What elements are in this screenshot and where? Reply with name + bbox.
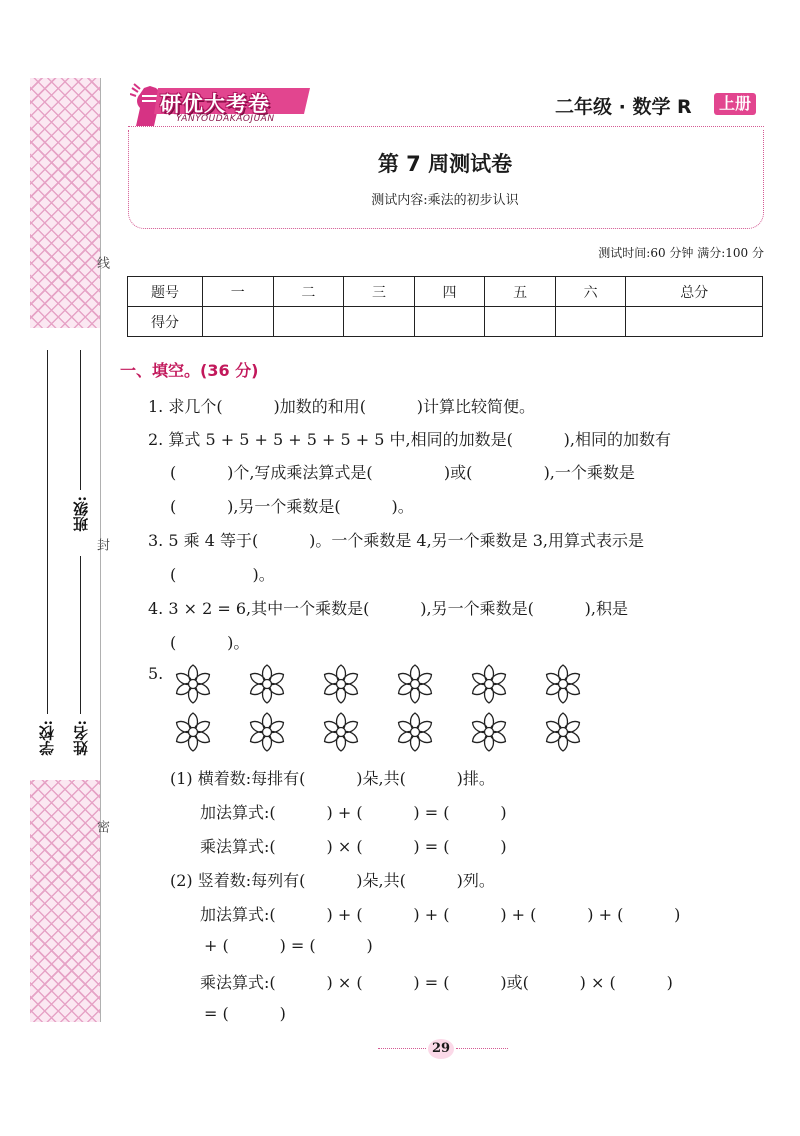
- term-badge: 上册: [714, 93, 756, 115]
- section-title: 一、填空。(36 分): [120, 361, 259, 380]
- question-4-cont: ( )。: [170, 633, 250, 652]
- score-header-cell: 一: [203, 277, 274, 307]
- score-header-cell: 四: [414, 277, 485, 307]
- score-cell[interactable]: [485, 307, 556, 337]
- question-5-part-2: (2) 竖着数:每列有( )朵,共( )列。: [170, 871, 495, 890]
- question-2-cont: ( )个,写成乘法算式是( )或( ),一个乘数是: [170, 463, 635, 482]
- header-rule: [128, 126, 764, 127]
- score-header-cell: 三: [344, 277, 415, 307]
- header-frame: [128, 130, 764, 229]
- school-label: 学校:: [38, 720, 56, 756]
- logo-subtext: YANYOUDAKAOJUAN: [176, 114, 275, 124]
- question-5-part-1-add: 加法算式:( ) + ( ) = ( ): [200, 803, 507, 822]
- flower-icon: [392, 712, 438, 752]
- question-3: 3. 5 乘 4 等于( )。一个乘数是 4,另一个乘数是 3,用算式表示是: [148, 531, 645, 550]
- flower-icon: [244, 664, 290, 704]
- score-cell[interactable]: [414, 307, 485, 337]
- question-5-part-2-mul-cont: = ( ): [204, 1004, 286, 1023]
- test-meta: 测试时间:60 分钟 满分:100 分: [598, 246, 764, 260]
- score-value-row: [128, 307, 763, 337]
- question-4: 4. 3 × 2 = 6,其中一个乘数是( ),另一个乘数是( ),积是: [148, 599, 628, 618]
- flower-icon: [540, 664, 586, 704]
- flower-icon: [318, 664, 364, 704]
- score-header-cell: 二: [273, 277, 344, 307]
- school-field-line[interactable]: [47, 350, 48, 714]
- name-field-line[interactable]: [80, 556, 81, 714]
- binding-lattice-bottom: [30, 780, 100, 1022]
- page-subtitle: 测试内容:乘法的初步认识: [371, 193, 519, 208]
- binding-char-line: 线: [94, 256, 109, 269]
- question-5-number: 5.: [148, 664, 164, 683]
- class-field-line[interactable]: [80, 350, 81, 490]
- question-2-cont: ( ),另一个乘数是( )。: [170, 497, 414, 516]
- flower-icon: [392, 664, 438, 704]
- page-number-rule-right: [456, 1048, 508, 1049]
- flower-icon: [318, 712, 364, 752]
- question-3-cont: ( )。: [170, 565, 275, 584]
- score-header-cell: 题号: [128, 277, 203, 307]
- question-5-part-2-mul: 乘法算式:( ) × ( ) = ( )或( ) × ( ): [200, 973, 673, 992]
- question-2: 2. 算式 5 + 5 + 5 + 5 + 5 + 5 中,相同的加数是( ),相同的加数有: [148, 430, 672, 449]
- score-row-label: 得分: [128, 307, 203, 337]
- name-label: 姓名:: [72, 720, 90, 756]
- score-header-cell: 总分: [626, 277, 763, 307]
- page-number-rule-left: [378, 1048, 426, 1049]
- binding-char-seal: 封: [94, 538, 109, 551]
- score-header-row: [128, 277, 763, 307]
- score-cell[interactable]: [626, 307, 763, 337]
- logo-text: 研优大考卷: [160, 92, 270, 116]
- flower-icon: [540, 712, 586, 752]
- flower-icon: [244, 712, 290, 752]
- question-1: 1. 求几个( )加数的和用( )计算比较简便。: [148, 397, 536, 416]
- score-cell[interactable]: [344, 307, 415, 337]
- score-table: [127, 276, 763, 337]
- question-5-part-2-add-cont: + ( ) = ( ): [204, 936, 373, 955]
- score-cell[interactable]: [273, 307, 344, 337]
- logo: [130, 82, 310, 132]
- flower-icon: [466, 712, 512, 752]
- grade-subject: 二年级 · 数学 R: [555, 96, 692, 118]
- question-5-part-1-mul: 乘法算式:( ) × ( ) = ( ): [200, 837, 507, 856]
- page-number: 29: [428, 1039, 454, 1059]
- score-cell[interactable]: [203, 307, 274, 337]
- flower-icon: [170, 664, 216, 704]
- score-header-cell: 六: [555, 277, 626, 307]
- score-cell[interactable]: [555, 307, 626, 337]
- class-label: 班级:: [72, 496, 90, 532]
- flower-icon: [466, 664, 512, 704]
- page-title: 第 7 周测试卷: [377, 152, 513, 176]
- flower-icon: [170, 712, 216, 752]
- score-header-cell: 五: [485, 277, 556, 307]
- question-5-part-1: (1) 横着数:每排有( )朵,共( )排。: [170, 769, 495, 788]
- question-5-part-2-add: 加法算式:( ) + ( ) + ( ) + ( ) + ( ): [200, 905, 681, 924]
- binding-char-secret: 密: [94, 820, 109, 833]
